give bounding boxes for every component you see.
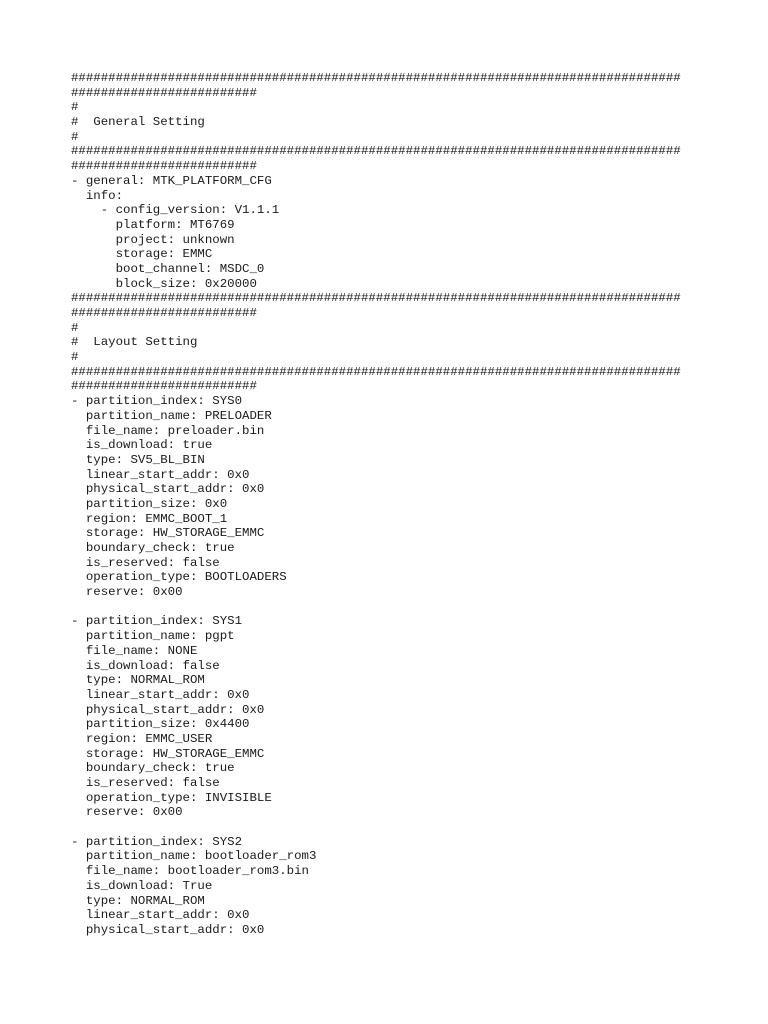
text-line: platform: MT6769 xyxy=(71,217,235,232)
text-line: linear_start_addr: 0x0 xyxy=(71,908,250,923)
text-line: reserve: 0x00 xyxy=(71,585,183,600)
text-line: region: EMMC_USER xyxy=(71,731,213,746)
text-line: ######################### xyxy=(71,379,257,394)
text-line: partition_size: 0x4400 xyxy=(71,717,250,732)
text-line: boot_channel: MSDC_0 xyxy=(71,261,265,276)
text-line: project: unknown xyxy=(71,232,235,247)
text-line: file_name: NONE xyxy=(71,643,198,658)
text-line: # xyxy=(71,320,79,335)
text-line: file_name: preloader.bin xyxy=(71,423,265,438)
text-line: - partition_index: SYS0 xyxy=(71,394,243,409)
text-line xyxy=(71,820,711,835)
text-line: boundary_check: true xyxy=(71,541,235,555)
text-line: is_download: True xyxy=(71,878,213,893)
text-line: partition_name: pgpt xyxy=(71,629,235,644)
text-line: linear_start_addr: 0x0 xyxy=(71,687,250,702)
text-line: - partition_index: SYS2 xyxy=(71,834,243,849)
text-line: storage: EMMC xyxy=(71,247,213,262)
text-line: ######################### xyxy=(71,85,257,100)
text-line: boundary_check: true xyxy=(71,761,235,776)
text-line: info: xyxy=(71,188,124,203)
text-line: storage: HW_STORAGE_EMMC xyxy=(71,526,265,541)
text-line: ################################################################################## xyxy=(71,364,681,379)
text-line: type: NORMAL_ROM xyxy=(71,673,205,688)
text-line: storage: HW_STORAGE_EMMC xyxy=(71,746,265,761)
text-line: ######################### xyxy=(71,306,257,320)
text-line: is_reserved: false xyxy=(71,776,220,790)
text-line: - partition_index: SYS1 xyxy=(71,614,243,629)
text-line: physical_start_addr: 0x0 xyxy=(71,482,265,497)
text-line: physical_start_addr: 0x0 xyxy=(71,702,265,717)
text-line: # xyxy=(71,100,79,115)
text-line: type: SV5_BL_BIN xyxy=(71,452,205,467)
text-line: physical_start_addr: 0x0 xyxy=(71,922,265,937)
text-line: ######################### xyxy=(71,159,257,174)
text-line: ################################################################################## xyxy=(71,71,681,85)
text-line: file_name: bootloader_rom3.bin xyxy=(71,864,309,879)
text-line: operation_type: BOOTLOADERS xyxy=(71,570,287,585)
text-line: # Layout Setting xyxy=(71,335,198,350)
text-line: is_download: true xyxy=(71,438,213,453)
text-line: block_size: 0x20000 xyxy=(71,276,257,291)
text-line: ################################################################################## xyxy=(71,144,681,159)
text-line: partition_name: PRELOADER xyxy=(71,408,272,423)
text-line: # xyxy=(71,129,79,144)
text-line: ################################################################################## xyxy=(71,291,681,306)
text-line xyxy=(71,600,711,615)
text-line: type: NORMAL_ROM xyxy=(71,893,205,908)
text-line: - config_version: V1.1.1 xyxy=(71,203,280,218)
text-line: is_reserved: false xyxy=(71,555,220,570)
text-line: operation_type: INVISIBLE xyxy=(71,790,272,805)
text-line: region: EMMC_BOOT_1 xyxy=(71,511,228,526)
text-line: linear_start_addr: 0x0 xyxy=(71,467,250,482)
text-line: # xyxy=(71,350,79,365)
text-line: # General Setting xyxy=(71,115,205,130)
text-line: is_download: false xyxy=(71,658,220,673)
text-line: reserve: 0x00 xyxy=(71,805,183,820)
text-line: partition_size: 0x0 xyxy=(71,496,228,511)
text-line: partition_name: bootloader_rom3 xyxy=(71,849,317,864)
text-line: - general: MTK_PLATFORM_CFG xyxy=(71,173,272,188)
scatter-file-text xyxy=(71,71,711,938)
